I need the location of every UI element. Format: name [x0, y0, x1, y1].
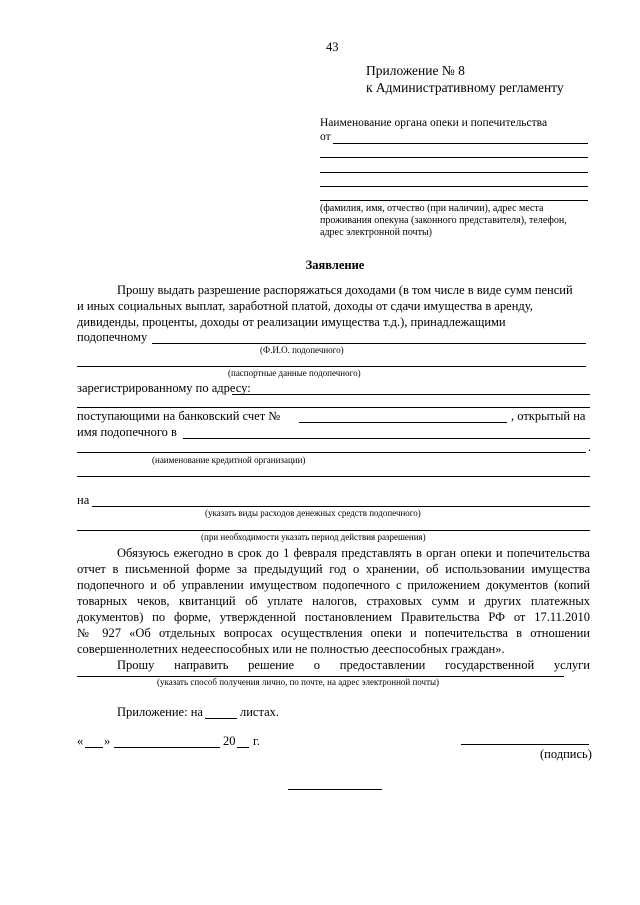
p1-line2: и иных социальных выплат, заработной платой, доходы от сдачи имущества в аренду, — [77, 299, 533, 313]
p2-line7: совершеннолетних недееспособных или не полностью дееспособных граждан». — [77, 642, 505, 656]
attachment-pages-line — [205, 718, 237, 719]
org-label: Наименование органа опеки и попечительства — [320, 117, 548, 129]
expenses-line — [92, 506, 590, 507]
p3-line1: Прошу направить решение о предоставлении государственной услуги — [117, 658, 590, 672]
expenses-caption: (указать виды расходов денежных средств подопечного) — [205, 508, 421, 518]
bank-line-2 — [77, 452, 586, 453]
p2-line4: товарных чеков, квитанций об уплате налогов, страховых сумм и других платежных — [77, 594, 590, 608]
appendix-regulation: к Административному регламенту — [366, 80, 564, 95]
page-number: 43 — [326, 40, 339, 54]
date-month-line — [114, 747, 220, 748]
attachment-label-a: Приложение: на — [117, 705, 203, 719]
p2-line1: Обязуюсь ежегодно в срок до 1 февраля представлять в орган опеки и попечительства — [117, 546, 590, 560]
account-label-c: имя подопечного в — [77, 425, 177, 439]
p2-line5: документов) по форме, утвержденной постановлением Правительства РФ от 17.11.2010 — [77, 610, 590, 624]
bottom-separator — [288, 789, 382, 790]
p2-line6: № 927 «Об отдельных вопросах осуществления опеки и попечительства в отношении — [77, 626, 590, 640]
p1-line3: дивиденды, проценты, доходы от реализации имущества т.д.), принадлежащими — [77, 315, 506, 329]
period-caption: (при необходимости указать период действия разрешения) — [201, 532, 426, 542]
registered-line — [232, 394, 590, 395]
registered-line-2 — [77, 407, 590, 408]
p1-line1: Прошу выдать разрешение распоряжаться доходами (в том числе в виде сумм пенсий — [117, 283, 573, 297]
appendix-number: Приложение № 8 — [366, 63, 465, 78]
p2-line3: подопечного и об управлении имуществом подопечного с приложением документов (копий — [77, 578, 590, 592]
signature-line — [461, 744, 589, 745]
addressee-line-2 — [320, 157, 588, 158]
ward-label: подопечному — [77, 330, 148, 344]
addressee-caption: (фамилия, имя, отчество (при наличии), адрес места проживания опекуна (законного представителя), телефон, адрес электронной почты) — [320, 203, 567, 238]
attachment-label-b: листах. — [240, 705, 280, 719]
method-caption: (указать способ получения лично, по почте, на адрес электронной почты) — [157, 677, 440, 687]
signature-caption: (подпись) — [540, 747, 592, 761]
document-title: Заявление — [305, 258, 365, 272]
ward-line — [152, 343, 586, 344]
from-label: от — [320, 131, 331, 143]
addressee-line-4 — [320, 186, 588, 187]
passport-caption: (паспортные данные подопечного) — [228, 368, 361, 378]
year-line — [237, 747, 249, 748]
account-label-a: поступающими на банковский счет № — [77, 409, 281, 423]
addressee-line-3 — [320, 172, 588, 173]
registered-label: зарегистрированному по адресу: — [77, 381, 251, 395]
date-open-quote: « — [77, 734, 84, 748]
p2-line2: отчет в письменной форме за предыдущий год о хранении, об использовании имущества — [77, 562, 590, 576]
year-prefix: 20 — [223, 734, 236, 748]
account-label-b: , открытый на — [511, 409, 586, 423]
date-day-line — [85, 747, 103, 748]
bank-caption: (наименование кредитной организации) — [152, 455, 306, 465]
account-number-line — [299, 422, 507, 423]
year-suffix: г. — [253, 734, 260, 748]
bank-line-3 — [77, 476, 590, 477]
addressee-line-5 — [320, 200, 588, 201]
date-close-quote: » — [104, 734, 111, 748]
bank-line-1 — [183, 438, 590, 439]
ward-caption: (Ф.И.О. подопечного) — [260, 345, 344, 355]
account-end: . — [588, 440, 592, 454]
period-line — [77, 530, 590, 531]
passport-line — [77, 366, 586, 367]
na-label: на — [77, 493, 90, 507]
from-line — [333, 143, 588, 144]
